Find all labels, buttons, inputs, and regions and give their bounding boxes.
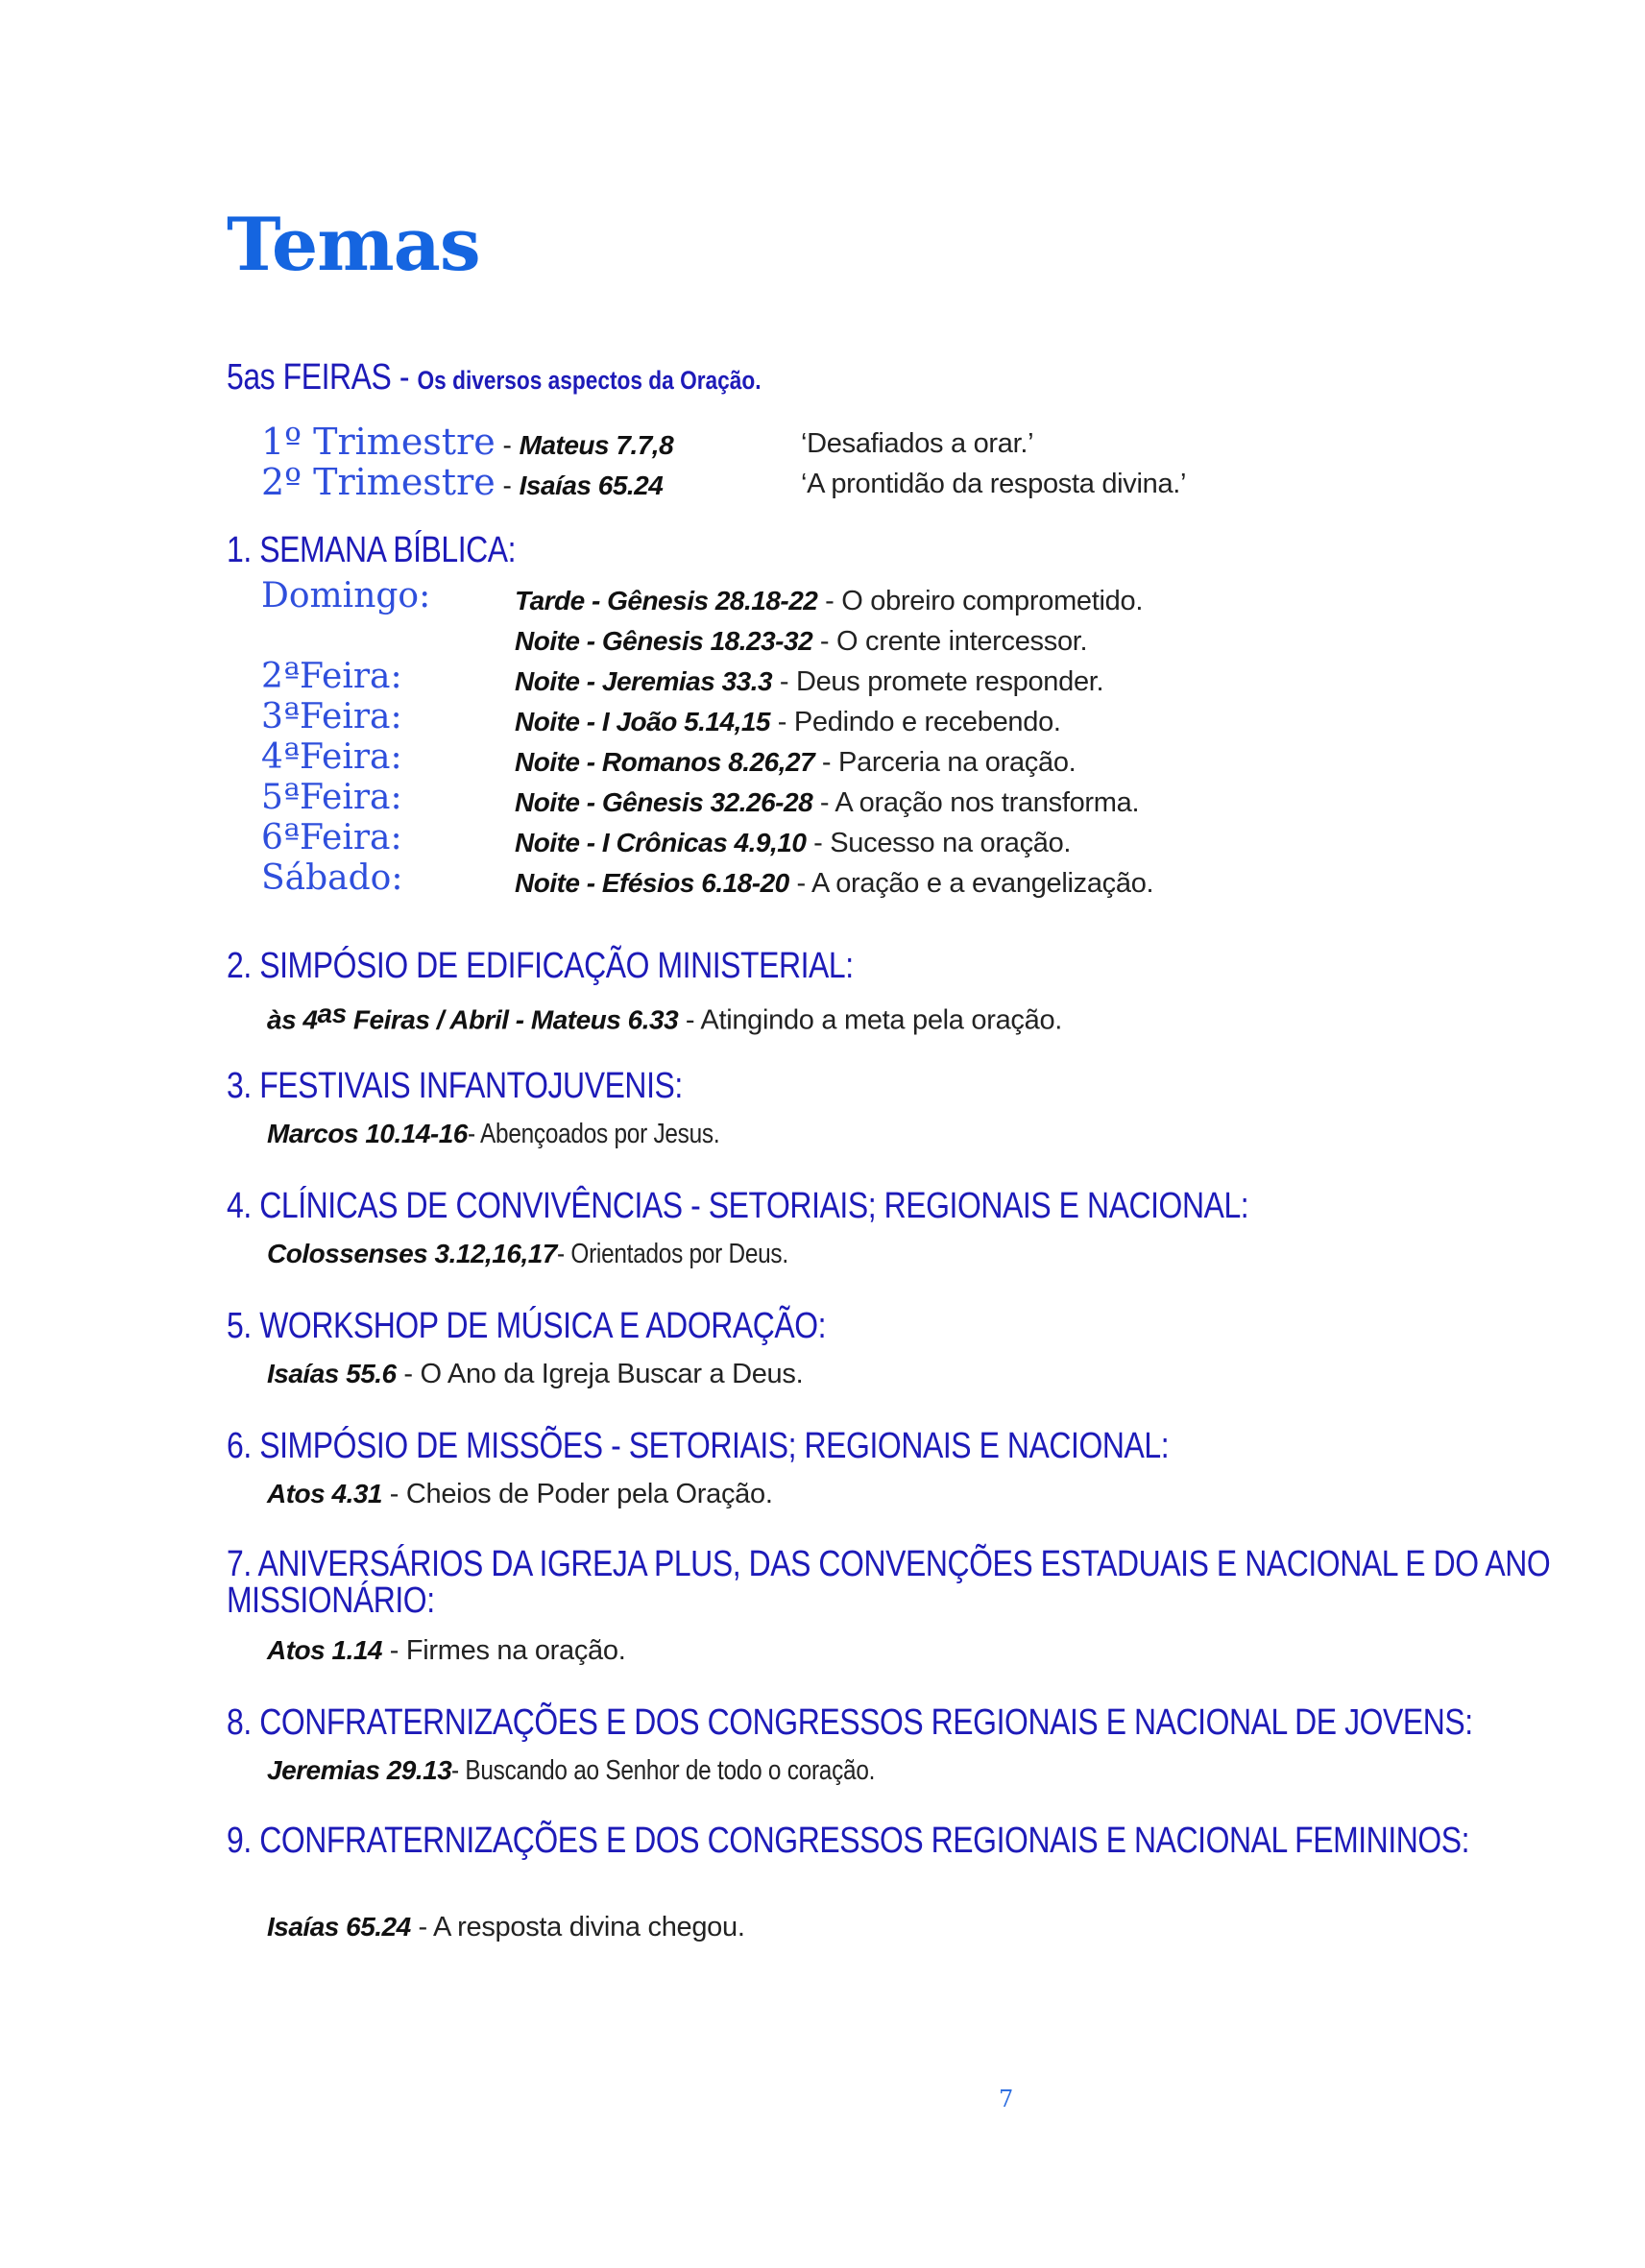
thursday-theme-2: ‘A prontidão da resposta divina.’ [801, 469, 1187, 499]
scripture-ref: Tarde - Gênesis 28.18-22 [515, 586, 818, 615]
separator: - [495, 470, 520, 500]
section-heading-8: 8. CONFRATERNIZAÇÕES E DOS CONGRESSOS REGIONAIS E NACIONAL DE JOVENS: [227, 1702, 1473, 1743]
section-reading-9 [267, 1912, 745, 1943]
thursday-row-1 [261, 421, 673, 463]
theme-text: - Atingindo a meta pela oração. [678, 1004, 1063, 1036]
scripture-ref: Noite - Gênesis 32.26-28 [515, 787, 813, 817]
separator: - [495, 430, 520, 460]
section-heading-7: 7. ANIVERSÁRIOS DA IGREJA PLUS, DAS CONVENÇÕES ESTADUAIS E NACIONAL E DO ANO MISSIONÁRIO: [227, 1544, 1551, 1621]
week-day: 4ªFeira: [261, 737, 402, 777]
scripture-ref: Noite - I João 5.14,15 [515, 707, 770, 736]
page-number: 7 [999, 2086, 1014, 2112]
scripture-ref: Atos 4.31 [267, 1479, 382, 1508]
week-day: Domingo: [261, 576, 431, 615]
thursday-theme-1: ‘Desafiados a orar.’ [801, 428, 1034, 459]
theme-text: - A oração e a evangelização. [788, 868, 1154, 899]
theme-text: - Buscando ao Senhor de todo o coração. [451, 1755, 876, 1786]
week-reading [515, 787, 1139, 819]
scripture-ref: Colossenses 3.12,16,17 [267, 1239, 557, 1268]
scripture-ref: Feiras / Abril - Mateus 6.33 [346, 1004, 679, 1035]
thursdays-subtitle: Os diversos aspectos da Oração. [417, 366, 762, 395]
theme-text: - O obreiro comprometido. [817, 586, 1144, 616]
week-reading [515, 666, 1103, 698]
section-reading-5 [267, 1359, 803, 1390]
theme-text: - Sucesso na oração. [806, 828, 1072, 858]
section-heading-9: 9. CONFRATERNIZAÇÕES E DOS CONGRESSOS REGIONAIS E NACIONAL FEMININOS: [227, 1821, 1470, 1861]
theme-text: - Abençoados por Jesus. [467, 1119, 720, 1149]
scripture-ref: Marcos 10.14-16 [267, 1119, 468, 1148]
theme-text: - Pedindo e recebendo. [770, 707, 1061, 737]
superscript: as [317, 999, 347, 1028]
scripture-ref: Noite - Gênesis 18.23-32 [515, 626, 813, 656]
theme-text: - Deus promete responder. [772, 666, 1104, 697]
thursdays-heading-label: 5as FEIRAS - [227, 357, 418, 398]
section-reading-8 [267, 1755, 956, 1787]
scripture-ref: Noite - Efésios 6.18-20 [515, 868, 789, 898]
section-heading-1: 1. SEMANA BÍBLICA: [227, 530, 517, 570]
scripture-ref: Mateus 7.7,8 [519, 430, 674, 460]
quarter-label: 2º Trimestre [261, 461, 496, 503]
theme-text: - Orientados por Deus. [556, 1239, 788, 1269]
theme-text: - A resposta divina chegou. [410, 1912, 745, 1942]
week-day: 6ªFeira: [261, 818, 402, 857]
section-reading-4 [267, 1239, 833, 1270]
week-day: 2ªFeira: [261, 657, 402, 696]
section-reading-6 [267, 1479, 773, 1510]
section-reading-3 [267, 1119, 767, 1150]
scripture-ref: Atos 1.14 [267, 1635, 382, 1665]
section-heading-6: 6. SIMPÓSIO DE MISSÕES - SETORIAIS; REGIONAIS E NACIONAL: [227, 1426, 1170, 1466]
week-day: 3ªFeira: [261, 697, 402, 736]
scripture-ref: Noite - I Crônicas 4.9,10 [515, 828, 807, 857]
week-day: 5ªFeira: [261, 778, 402, 817]
theme-text: - A oração nos transforma. [812, 787, 1140, 818]
section-heading-5: 5. WORKSHOP DE MÚSICA E ADORAÇÃO: [227, 1306, 827, 1346]
week-reading [515, 586, 1143, 617]
section-heading-2: 2. SIMPÓSIO DE EDIFICAÇÃO MINISTERIAL: [227, 946, 854, 986]
week-reading [515, 707, 1061, 738]
section-heading-4: 4. CLÍNICAS DE CONVIVÊNCIAS - SETORIAIS; REGIONAIS E NACIONAL: [227, 1186, 1249, 1226]
page-title: Temas [227, 202, 480, 287]
scripture-ref: Isaías 65.24 [267, 1912, 411, 1942]
scripture-ref: Isaías 55.6 [267, 1359, 397, 1388]
scripture-ref: Noite - Romanos 8.26,27 [515, 747, 815, 777]
week-day: Sábado: [261, 858, 403, 898]
week-reading [515, 626, 1087, 658]
section-heading-3: 3. FESTIVAIS INFANTOJUVENIS: [227, 1066, 683, 1106]
scripture-ref: Noite - Jeremias 33.3 [515, 666, 773, 696]
thursdays-heading [227, 357, 762, 398]
week-reading [515, 868, 1153, 900]
scripture-ref: às 4 [267, 1004, 318, 1035]
section-reading-7 [267, 1635, 625, 1667]
theme-text: - Parceria na oração. [814, 747, 1077, 778]
quarter-label: 1º Trimestre [261, 421, 496, 463]
week-reading [515, 828, 1071, 859]
scripture-ref: Jeremias 29.13 [267, 1755, 452, 1785]
theme-text: - O Ano da Igreja Buscar a Deus. [396, 1359, 804, 1389]
section-reading-2 [267, 999, 1062, 1036]
theme-text: - O crente intercessor. [812, 626, 1088, 657]
theme-text: - Cheios de Poder pela Oração. [382, 1479, 773, 1509]
theme-text: - Firmes na oração. [382, 1635, 626, 1666]
week-reading [515, 747, 1076, 779]
thursday-row-2 [261, 461, 663, 503]
scripture-ref: Isaías 65.24 [519, 470, 664, 500]
